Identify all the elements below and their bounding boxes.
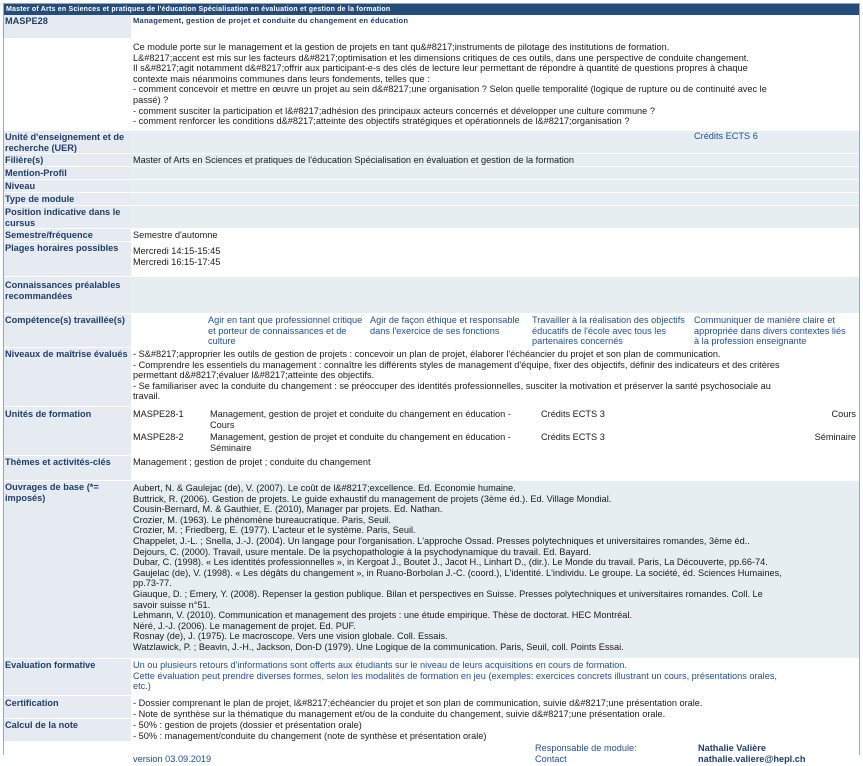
themes-label: Thèmes et activités-clés xyxy=(4,456,131,480)
semestre-row xyxy=(4,229,859,242)
text-line: - Comprendre les essentiels du management : connaître les différents styles de management d'équipe, fixer des objectifs, définir des indicateurs et des critères xyxy=(133,359,780,370)
unit-title: Management, gestion de projet et conduite du changement en éducation - Séminaire xyxy=(210,432,511,453)
text-line: Gaujelac (de), V. (1998). « Les dégâts du changement », in Ruano-Borbolan J.-C. (coord.), L'identité. L'individu. Le groupe. La société, éd. Sciences Humaines, xyxy=(133,567,782,578)
unit-code: MASPE28-1 xyxy=(133,409,184,419)
text-line: - comment susciter la participation et l&#8217;adhésion des principaux acteurs concernés et développer une culture commune ? xyxy=(133,105,655,116)
description-row xyxy=(4,39,859,131)
text-line: Crozier, M. ; Friedberg, E. (1977). L'acteur et le système. Paris, Seuil. xyxy=(133,525,416,536)
text-line: - S&#8217;approprier les outils de gestion de projets : concevoir un plan de projet, élaborer l'échéancier du projet et son plan de communication. xyxy=(133,349,721,359)
niveau-label: Niveau xyxy=(4,180,131,192)
ouvrages-list xyxy=(131,481,859,658)
text-line: Un ou plusieurs retours d'informations sont offerts aux étudiants sur le niveau de leurs acquisitions en cours de formation. xyxy=(133,660,627,670)
text-line: Néré, J.-J. (2006). Le management de projet. Ed. PUF. xyxy=(133,620,356,631)
filiere-label: Filière(s) xyxy=(4,154,131,166)
text-line: Contact xyxy=(535,753,567,764)
text-line: Ce module porte sur le management et la gestion de projets en tant qu&#8217;instruments de pilotage des institutions de formation. xyxy=(133,42,670,52)
unit-credits: Crédits ECTS 3 xyxy=(541,432,605,443)
text-line: Aubert, N. & Gaulejac (de), V. (2007). Le coût de l&#8217;excellence. Ed. Economie humaine. xyxy=(133,483,516,493)
text-line: - comment renforcer les conditions d&#8217;atteinte des objectifs stratégiques et opérationnels de l&#8217;organisation ? xyxy=(133,116,630,127)
semestre-value: Semestre d'automne xyxy=(131,229,859,241)
text-line: passé) ? xyxy=(133,94,169,105)
niveaux-list xyxy=(133,349,856,402)
text-line: travail. xyxy=(133,391,161,402)
mention-row xyxy=(4,167,859,180)
unites-list xyxy=(131,407,859,455)
plages-list xyxy=(131,242,859,276)
text-line: Cousin-Bernard, M. & Gauthier, E. (2010), Manager par projets. Ed. Nathan. xyxy=(133,504,443,515)
footer-row xyxy=(4,742,859,766)
version-text: version 03.09.2019 xyxy=(133,754,212,764)
certification-label: Certification xyxy=(4,696,131,718)
evaluation-label: Evaluation formative xyxy=(4,659,131,695)
text-line: Il s&#8217;agit notamment d&#8217;offrir aux participant-e-s des clés de lecture leur permettant de répondre à quantité de questions propres à chaque xyxy=(133,63,748,74)
text-line: Giauque, D. ; Emery, Y. (2008). Repenser la gestion publique. Bilan et perspectives en Suisse. Presses polytechniques et universitaires romandes. Coll. Le xyxy=(133,588,763,599)
text-line: contexte mais néanmoins communes dans leurs fondements, telles que : xyxy=(133,73,430,84)
text-line: - comment concevoir et mettre en œuvre un projet au sein d&#8217;une organisation ? Selon quelle temporalité (logique de rupture ou de continuité avec le xyxy=(133,84,767,95)
niveaux-label: Niveaux de maîtrise évalués xyxy=(4,348,131,406)
text-line: - Note de synthèse sur la thématique du management et/ou de la conduite du changement, suivie d&#8217;une présentation orale. xyxy=(133,708,666,719)
competences-list xyxy=(208,315,856,347)
text-line: Nathalie Valière xyxy=(698,743,766,753)
text-line: Dejours, C. (2000). Travail, usure mentale. De la psychopathologie à la psychodynamique du travail. Ed. Bayard. xyxy=(133,546,592,557)
unit-kind: Cours xyxy=(831,409,856,419)
text-line: Cette évaluation peut prendre diverses formes, selon les modalités de formation en jeu (exemples: exercices concrets illustrant un cours, présentations orales, xyxy=(133,670,777,681)
plages-label: Plages horaires possibles xyxy=(4,242,131,276)
text-line: Lehmann, V. (2010). Communication et management des projets : une étude empirique. Thèse de doctorat. HEC Montréal. xyxy=(133,610,632,621)
mention-label: Mention-Profil xyxy=(4,167,131,179)
competence-item: Travailler à la réalisation des objectifs éducatifs de l'école avec tous les partenaires concernés xyxy=(532,315,685,347)
evaluation-row xyxy=(4,659,859,696)
unit-credits: Crédits ECTS 3 xyxy=(541,409,605,419)
type-row xyxy=(4,193,859,206)
uer-label: Unité d'enseignement et de recherche (UER) xyxy=(4,131,131,153)
plages-row xyxy=(4,242,859,277)
responsable-contact[interactable] xyxy=(698,743,856,765)
unit-row xyxy=(133,409,856,430)
module-description xyxy=(131,39,859,130)
calcul-list xyxy=(131,719,859,741)
text-line: - 50% : management/conduite du changement (note de synthèse et présentation orale) xyxy=(133,730,487,741)
competence-item: Agir en tant que professionnel critique et porteur de connaissances et de culture xyxy=(208,315,363,347)
filiere-value: Master of Arts en Sciences et pratiques de l'éducation Spécialisation en évaluation et gestion de la formation xyxy=(131,154,859,166)
module-code: MASPE28 xyxy=(4,15,131,38)
uer-row xyxy=(4,131,859,154)
unit-code: MASPE28-2 xyxy=(133,432,184,443)
themes-row xyxy=(4,456,859,481)
ouvrages-label: Ouvrages de base (*= imposés) xyxy=(4,481,131,658)
niveaux-row xyxy=(4,348,859,407)
competence-item: Agir de façon éthique et responsable dans l'exercice de ses fonctions xyxy=(370,315,520,336)
text-line: permettant d&#8217;évaluer l&#8217;atteinte des objectifs. xyxy=(133,370,375,381)
position-label: Position indicative dans le cursus xyxy=(4,206,131,228)
module-title: Management, gestion de projet et conduite du changement en éducation xyxy=(131,15,859,38)
text-line: nathalie.valiere@hepl.ch xyxy=(698,753,806,764)
responsable-labels xyxy=(535,743,698,765)
type-label: Type de module xyxy=(4,193,131,205)
text-line: Mercredi 16:15-17:45 xyxy=(133,256,221,267)
text-line: Rosnay (de), J. (1975). Le macroscope. Vers une vision globale. Coll. Essais. xyxy=(133,631,448,642)
unit-kind: Séminaire xyxy=(814,432,856,443)
module-sheet xyxy=(3,3,860,764)
text-line: Buttrick, R. (2006). Gestion de projets. Le guide exhaustif du management de projets (3ème éd.). Ed. Village Mondial. xyxy=(133,493,612,504)
text-line: savoir suisse n°51. xyxy=(133,599,211,610)
ouvrages-row xyxy=(4,481,859,659)
position-row xyxy=(4,206,859,229)
calcul-label: Calcul de la note xyxy=(4,719,131,741)
text-line: - 50% : gestion de projets (dossier et présentation orale) xyxy=(133,720,362,730)
niveau-row xyxy=(4,180,859,193)
text-line: etc.) xyxy=(133,681,151,692)
connaissances-label: Connaissances préalables recommandées xyxy=(4,277,131,313)
credits-total: Crédits ECTS 6 xyxy=(694,131,758,141)
text-line: Dubar, C. (1998). « Les identités professionnelles », in Kergoat J., Boutet J., Jacot H., Linhart D., (dir.). Le Monde du travail. Paris, La Découverte, pp.66-74. xyxy=(133,557,768,568)
calcul-row xyxy=(4,719,859,742)
text-line: Mercredi 14:15-15:45 xyxy=(133,246,221,256)
text-line: - Dossier comprenant le plan de projet, l&#8217;échéancier du projet et son plan de communication, suivie d&#8217;une présentation orale. xyxy=(133,698,703,708)
evaluation-list xyxy=(131,659,859,695)
text-line: pp.73-77. xyxy=(133,578,172,589)
semestre-label: Semestre/fréquence xyxy=(4,229,131,241)
text-line: Watzlawick, P. ; Beavin, J.-H., Jackson, Don-D (1979). Une Logique de la communication. Paris, Seuil, coll. Points Essai. xyxy=(133,641,624,652)
competences-label: Compétence(s) travaillée(s) xyxy=(4,314,131,347)
text-line: L&#8217;accent est mis sur les facteurs d&#8217;optimisation et les dimensions critiques de ces outils, dans une perspective de conduite changement. xyxy=(133,52,749,63)
certification-row xyxy=(4,696,859,719)
module-header-row xyxy=(4,15,859,39)
text-line: Crozier, M. (1963). Le phénomène bureaucratique. Paris, Seuil. xyxy=(133,514,391,525)
filiere-row xyxy=(4,154,859,167)
unites-row xyxy=(4,407,859,456)
text-line: - Se familiariser avec la conduite du changement : se préoccuper des identités professionnelles, susciter la motivation et préserver la santé psychosociale au xyxy=(133,380,771,391)
text-line: Responsable de module: xyxy=(535,743,637,753)
program-banner: Master of Arts en Sciences et pratiques de l'éducation Spécialisation en évaluation et gestion de la formation xyxy=(4,4,859,15)
connaissances-row xyxy=(4,277,859,314)
unit-row xyxy=(133,432,856,453)
competences-row xyxy=(4,314,859,348)
certification-list xyxy=(131,696,859,718)
unit-title: Management, gestion de projet et conduite du changement en éducation - Cours xyxy=(210,409,511,430)
themes-value: Management ; gestion de projet ; conduite du changement xyxy=(131,456,859,480)
text-line: Chappelet, J.-L. ; Snella, J.-J. (2004). Un langage pour l'organisation. L'approche Ossad. Presses polytechniques et universitaires romandes, 3ème éd.. xyxy=(133,535,750,546)
unites-label: Unités de formation xyxy=(4,407,131,455)
competence-item: Communiquer de manière claire et appropriée dans divers contextes liés à la profession enseignante xyxy=(694,315,846,347)
